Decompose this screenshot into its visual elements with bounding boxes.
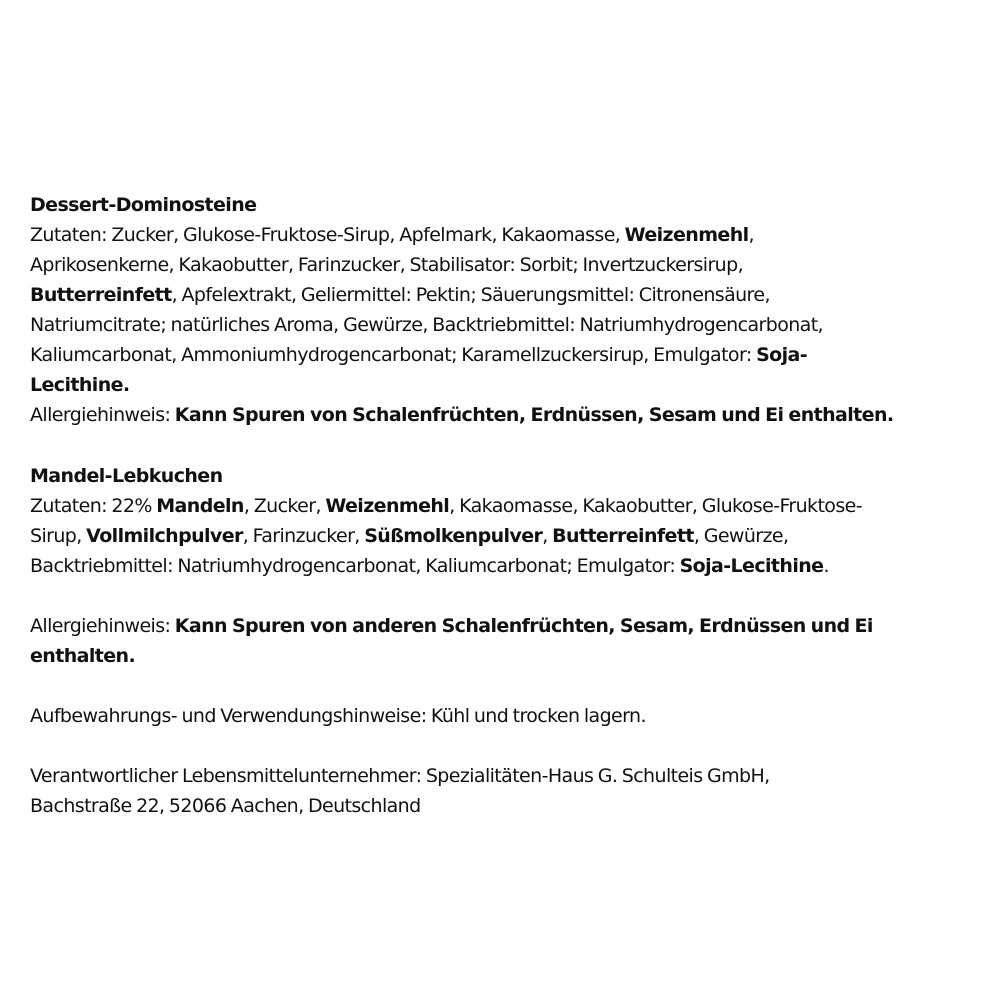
- ingredients-line: Sirup, Vollmilchpulver, Farinzucker, Süßmolkenpulver, Butterreinfett, Gewürze,: [30, 525, 789, 547]
- spacer: [30, 581, 970, 611]
- ingredients-line: Aprikosenkerne, Kakaobutter, Farinzucker, Stabilisator: Sorbit; Invertzuckersirup,: [30, 254, 744, 276]
- spacer: [30, 671, 970, 701]
- ingredients-domino: [30, 220, 970, 430]
- spacer: [30, 731, 970, 761]
- storage-instructions: Aufbewahrungs- und Verwendungshinweise: Kühl und trocken lagern.: [30, 705, 646, 727]
- allergy-line: Allergiehinweis: Kann Spuren von anderen Schalenfrüchten, Sesam, Erdnüssen und Ei: [30, 615, 873, 637]
- section-title-lebkuchen: Mandel-Lebkuchen: [30, 465, 223, 487]
- ingredients-line: Natriumcitrate; natürliches Aroma, Gewürze, Backtriebmittel: Natriumhydrogencarbonat,: [30, 314, 823, 336]
- ingredients-line: Lecithine.: [30, 374, 130, 396]
- ingredients-line: Zutaten: Zucker, Glukose-Fruktose-Sirup, Apfelmark, Kakaomasse, Weizenmehl,: [30, 224, 754, 246]
- allergy-note-domino: Allergiehinweis: Kann Spuren von Schalenfrüchten, Erdnüssen, Sesam und Ei enthalten.: [30, 404, 894, 426]
- ingredients-lebkuchen: [30, 491, 970, 581]
- section-title-domino: Dessert-Dominosteine: [30, 194, 257, 216]
- product-label-document: [30, 190, 970, 821]
- ingredients-line: Backtriebmittel: Natriumhydrogencarbonat, Kaliumcarbonat; Emulgator: Soja-Lecithine.: [30, 555, 829, 577]
- spacer: [30, 430, 970, 461]
- allergy-line: enthalten.: [30, 645, 136, 667]
- allergy-note-lebkuchen: [30, 611, 970, 671]
- manufacturer-info: [30, 761, 970, 821]
- manufacturer-line: Verantwortlicher Lebensmittelunternehmer: Spezialitäten-Haus G. Schulteis GmbH,: [30, 765, 770, 787]
- ingredients-line: Butterreinfett, Apfelextrakt, Geliermittel: Pektin; Säuerungsmittel: Citronensäure,: [30, 284, 770, 306]
- ingredients-line: Kaliumcarbonat, Ammoniumhydrogencarbonat; Karamellzuckersirup, Emulgator: Soja-: [30, 344, 808, 366]
- manufacturer-address: Bachstraße 22, 52066 Aachen, Deutschland: [30, 795, 421, 817]
- ingredients-line: Zutaten: 22% Mandeln, Zucker, Weizenmehl, Kakaomasse, Kakaobutter, Glukose-Fruktose-: [30, 495, 862, 517]
